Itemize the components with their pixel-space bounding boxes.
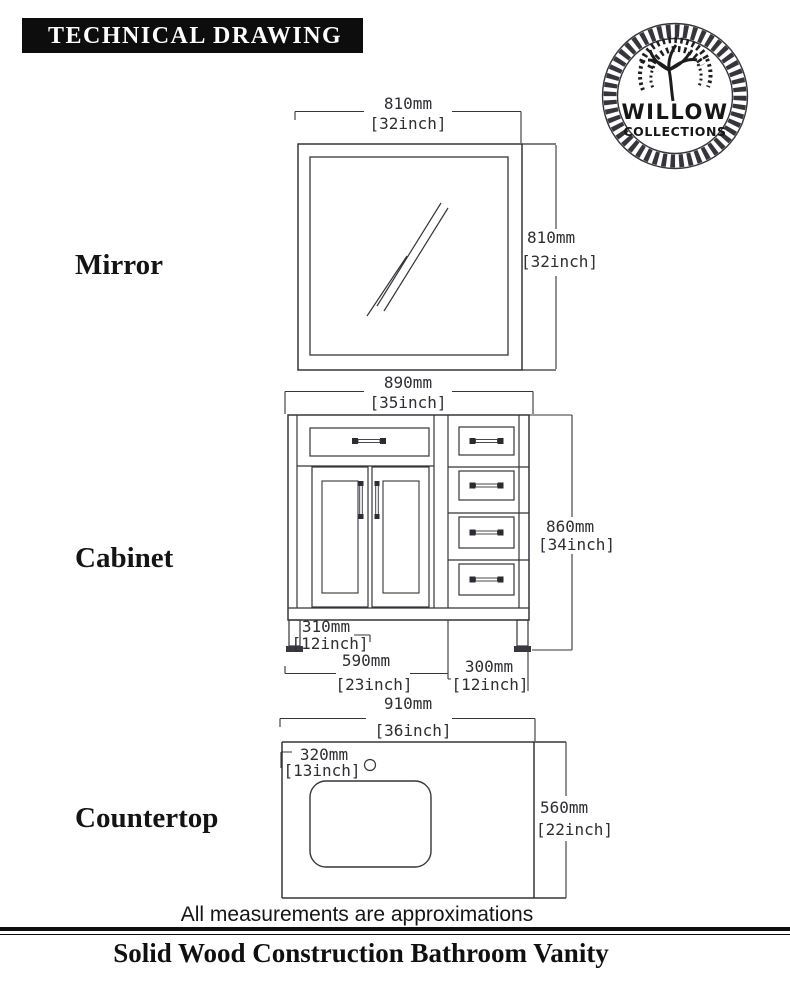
drawer-handle-cap: [498, 438, 504, 444]
cabinet-section-label: Cabinet: [75, 542, 174, 574]
mirror-glass: [310, 157, 508, 355]
cabinet-frame-lines: [288, 415, 529, 608]
cabinet-drawer-handles: [352, 438, 504, 583]
drawer-handle-bar: [358, 440, 380, 443]
drawer-handle-bar: [476, 578, 498, 581]
mirror-dimensions: [295, 94, 598, 369]
mirror-outer-frame: [298, 144, 522, 370]
sink-cutout: [310, 781, 431, 867]
countertop-depth-mm-label: 560mm: [540, 798, 589, 817]
drawer-handle-cap: [470, 438, 476, 444]
mirror-width-in-label: [32inch]: [369, 114, 447, 133]
side-drawer-front-2: [459, 471, 514, 500]
cabinet-height-mm-label: 860mm: [546, 517, 595, 536]
cabinet-doors-section-mm-label: 590mm: [341, 651, 391, 670]
mirror-shine-lines: [367, 203, 448, 316]
drawer-handle-cap: [498, 483, 504, 489]
side-drawer-front-4: [459, 564, 514, 595]
cabinet-door-handles: [359, 481, 380, 519]
logo-rope-ring: [610, 31, 740, 161]
cabinet-right-door-panel: [383, 481, 419, 593]
faucet-hole: [365, 760, 376, 771]
mirror-section-label: Mirror: [75, 249, 164, 281]
willow-collections-logo: [603, 24, 748, 169]
left-door-handle-bar: [360, 485, 363, 515]
drawer-handle-bar: [476, 440, 498, 443]
sink-offset-mm-label: 320mm: [299, 745, 349, 764]
cabinet-drawers-section-mm-label: 300mm: [464, 657, 514, 676]
drawer-handle-bar: [476, 484, 498, 487]
cabinet-right-foot-base: [514, 646, 531, 652]
drawer-handle-cap: [352, 438, 358, 444]
cabinet-dimensions: [285, 373, 615, 694]
tree-droop-right2: [698, 64, 701, 86]
footer-divider-thick: [0, 927, 790, 931]
tree-droop-left2: [651, 66, 654, 88]
cabinet-doors-section-in-label: [23inch]: [335, 675, 413, 694]
countertop-width-in-label: [36inch]: [374, 721, 452, 740]
right-door-handle-bar: [376, 485, 379, 515]
mirror-width-mm-label: 810mm: [383, 94, 433, 113]
logo-brand-text: WILLOW: [621, 100, 729, 124]
drawer-handle-cap: [498, 530, 504, 536]
page-title: TECHNICAL DRAWING: [22, 18, 363, 53]
cabinet-top-drawer-front: [310, 428, 429, 456]
tree-droop-right: [707, 59, 711, 87]
cabinet-right-foot: [517, 620, 528, 646]
drawer-handle-cap: [470, 577, 476, 583]
footer-divider-thin: [0, 934, 790, 936]
sink-offset-in-label: [13inch]: [283, 761, 361, 780]
cabinet-right-door: [372, 467, 429, 607]
countertop-depth-in-label: [22inch]: [536, 820, 614, 839]
cabinet-height-in-label: [34inch]: [538, 535, 616, 554]
measurements-note: All measurements are approximations: [180, 903, 534, 926]
mirror-height-in-label: [32inch]: [521, 252, 599, 271]
willow-tree-icon: [640, 40, 711, 101]
product-title: Solid Wood Construction Bathroom Vanity: [113, 938, 609, 968]
tree-droop-left: [640, 61, 643, 90]
cabinet-side-drawer-fronts: [459, 427, 514, 595]
mirror-drawing: [298, 144, 556, 370]
cabinet-door-mm-label: 310mm: [301, 617, 351, 636]
drawer-handle-cap: [470, 530, 476, 536]
side-drawer-front-3: [459, 517, 514, 548]
drawer-handle-bar: [476, 531, 498, 534]
logo-brand-subtext: COLLECTIONS: [623, 124, 727, 139]
mirror-dimension-lines: [295, 112, 556, 370]
cabinet-left-door-panel: [322, 481, 358, 593]
countertop-section-label: Countertop: [75, 802, 219, 834]
drawer-handle-cap: [470, 483, 476, 489]
cabinet-drawers-section-in-label: [12inch]: [451, 675, 529, 694]
cabinet-width-in-label: [35inch]: [369, 393, 447, 412]
cabinet-door-in-label: [12inch]: [291, 634, 369, 653]
mirror-height-mm-label: 810mm: [527, 228, 576, 247]
drawer-handle-cap: [498, 577, 504, 583]
drawer-handle-cap: [380, 438, 386, 444]
countertop-width-mm-label: 910mm: [383, 694, 433, 713]
cabinet-width-mm-label: 890mm: [383, 373, 433, 392]
side-drawer-front-1: [459, 427, 514, 455]
